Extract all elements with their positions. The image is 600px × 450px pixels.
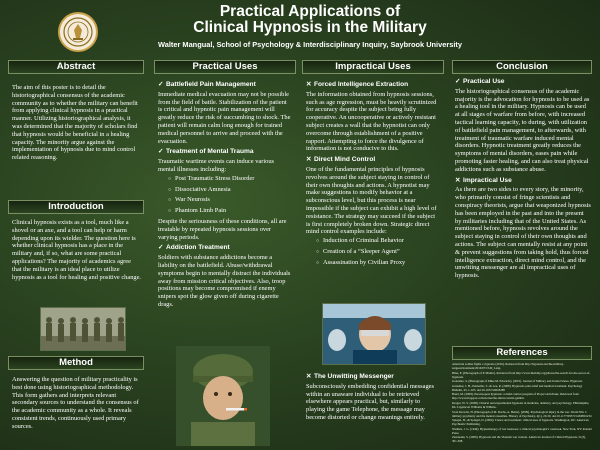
unwitting-messenger-subheading: ✕ The Unwitting Messenger (306, 373, 394, 380)
check-icon: ✓ (455, 78, 461, 85)
reference-item: Gonzalez, S. (Photograph of Mike M. Edwards). (2001). Journal of Military and United States. Hypnosis. (452, 379, 583, 384)
reference-item: Scott Kiewitz, H. (Photograph of M. Dachs, A. Heinz). (2009). Psychological injury in the war. World War 1: military psychiatry and the mental casualties. History of Psychiatry, 4(1), 20-30. doi:10.1177/0957154X0801234 (452, 409, 592, 418)
introduction-heading: Introduction (8, 200, 144, 214)
mind-control-examples-list (316, 237, 440, 267)
unwitting-messenger-body: Subconsciously embedding confidential messages within an unaware individual to be retrieved elsewhere appears practical, but, similarly to playing the game Telephone, the message may become distorted or change meanings entirely. (306, 382, 434, 421)
conclusion-content (455, 77, 591, 283)
list-item: ○ Phantom Limb Pain (168, 207, 292, 216)
list-item: ○ Post Traumatic Stress Disorder (168, 175, 292, 184)
impractical-use-subheading: ✕ Impractical Use (455, 176, 512, 184)
battlefield-pain-subheading: ✓ Battlefield Pain Management (158, 81, 256, 88)
reference-item: Kroger, W. S. (2008). Clinical and experimental hypnosis in medicine, dentistry, and psychology. Philadelphia, PA: Lippincott Williams & Wilkins. (452, 400, 590, 409)
method-heading: Method (8, 356, 144, 370)
title-line-2: Clinical Hypnosis in the Military (193, 19, 427, 36)
addiction-body: Soldiers with substance addictions become a liability on the battlefield. Abuse/withdrawal symptoms begin to mentally distract the individuals away from mission critical objectives. Also, troop positions may become compromised if enemy snipers spot the glow given off during cigarette drags. (158, 254, 291, 308)
reference-item: American soldier fights a cigarette (2016). Retrieved from http://hypnosis.net/the-military-surgeon/treatment/2016/07/1540_Lang. (452, 362, 565, 370)
references-list (452, 362, 592, 446)
abstract-heading: Abstract (8, 60, 144, 74)
addiction-subheading: ✓ Addiction Treatment (158, 244, 230, 252)
practical-use-body: The historiographical consensus of the academic majority is the advocation for hypnosis to be used as a healing tool in the military. Hypnosis can be used at all stages of warfare from before, with increased tactical learning capacity, to during, with utilization of battlefield pain management, to afterwards, with treatment of traumatic warfare induced mental disorders. Hypnotic treatment greatly reduces the symptoms of mental disorders, eases pain while promoting faster healing, and can also treat physical addictions such as substance abuse. (455, 87, 590, 173)
check-icon: ✓ (158, 244, 164, 252)
soldiers-photo (40, 307, 126, 351)
mental-trauma-body: Despite the seriousness of these conditions, all are treatable by repeated hypnosis sessions over varying periods. (158, 217, 287, 241)
forced-intelligence-subheading: ✕ Forced Intelligence Extraction (306, 81, 409, 88)
practical-use-subheading: ✓ Practical Use (455, 78, 505, 85)
title-line-1: Practical Applications of (219, 3, 401, 20)
conclusion-heading: Conclusion (452, 60, 592, 74)
cross-icon: ✕ (306, 156, 312, 164)
reference-item: Spiegel, H., & Spiegel, D. (2004). Trance and treatment: clinical uses of hypnosis. Washington, DC: American Psychiatric Publishing. (452, 418, 589, 427)
cross-icon: ✕ (306, 373, 312, 380)
list-item: ○ Induction of Criminal Behavior (316, 237, 440, 246)
mental-trauma-intro: Traumatic wartime events can induce various mental illnesses including: (158, 158, 275, 173)
unwitting-messenger-section (306, 372, 440, 425)
soldiers-in-formation-image (41, 308, 126, 351)
poster-title (110, 4, 510, 36)
reference-item: Bliss, E. (Photograph of P. Muller). Retrieved from http://www.thedaily.org/photos/the-search-for-the-secret-of-hypnosis. (452, 370, 591, 379)
mind-control-movie-still-image (323, 304, 426, 365)
references-heading: References (452, 346, 592, 360)
cross-icon: ✕ (455, 176, 461, 184)
mind-control-photo (322, 303, 426, 365)
seal-icon (62, 16, 94, 48)
soldier-smoking-photo (176, 346, 270, 446)
list-item: ○ Dissociative Amnesia (168, 186, 292, 195)
reference-item: Zaurnoski, S. (2009). Hypnosis and the Vietnam war veteran. American Journal of Clinical Hypnosis, 51(3), 301-308. (452, 435, 586, 444)
check-icon: ✓ (158, 81, 164, 88)
battlefield-pain-body: Immediate medical evacuation may not be possible from the field of battle. Stabilization of the patient is critical and hypnotic pain management will greatly reduce the risk of succumbing to shock. The patient will remain calm long enough for trained medical personnel to arrive and proceed with the evacuation. (158, 90, 291, 145)
reference-item: Hand, M. (2008). Paratroopers hypnosis: a mind control program of Project Artichoke. Retrieved from http://www.blogspot.com/stories/the-mind-control-gambit. (452, 392, 579, 401)
poster-header (0, 0, 600, 54)
practical-uses-content (158, 80, 292, 312)
abstract-body: The aim of this poster is to detail the historiographical consensus of the academic community as to whether the military can benefit from applying clinical hypnosis in a practical manner. Utilizing historiographical analysis, it was determined that the majority of scholars find that hypnosis would be beneficial in a healing capacity. The minority argue against the implementation of hypnosis due to mind control related reasoning. (12, 84, 138, 162)
university-seal-logo (58, 12, 98, 52)
mental-trauma-subheading: ✓ Treatment of Mental Trauma (158, 148, 254, 156)
impractical-uses-heading: Impractical Uses (302, 60, 444, 74)
mental-illness-list (168, 175, 292, 216)
author-line: Walter Mangual, School of Psychology & Interdisciplinary Inquiry, Saybrook University (158, 40, 462, 49)
reference-item: Gruzelier, J. H., Pennelitz, T., & Lee, R. (2008). Hypnosis: pain relief and medical treatment. Psychology Bulletin, 43, 1-105. doi:10.1037/a0018288 (452, 383, 583, 392)
list-item: ○ Creation of a “Sleeper Agent” (316, 248, 440, 257)
list-item: ○ War Neurosis (168, 196, 292, 205)
method-body: Answering the question of military practicality is best done using historiographical methodology. This form gathers and interprets relevant secondary sources to understand the consensus of the academic community as a whole. It reveals consistent trends, continuously used primary sources. (12, 376, 139, 430)
list-item: ○ Assassination by Civilian Proxy (316, 259, 440, 268)
smoking-soldier-image (176, 346, 270, 446)
forced-intelligence-body: The information obtained from hypnosis sessions, such as age regression, must be heavily scrutinized for accuracy despite the subject being fully cooperative. An uncooperative or actively resistant subject creates a wall that the hypnotist can only overcome through establishment of a positive rapport. Attempting to force the divulgence of information is not conducive to this. (306, 90, 437, 153)
reference-item: Watkins, J. G. (1949). Hypnotherapy of war neuroses: a clinical psychologist's casebook. New York, NY: Ronald Press. (452, 426, 592, 435)
direct-mind-control-subheading: ✕ Direct Mind Control (306, 156, 376, 164)
introduction-body: Clinical hypnosis exists as a tool, much like a shovel or an axe, and a tool can help or harm depending upon its wielder. The question here is whether clinical hypnosis has a place in the military and, if so, what are some practical applications? The majority of academics agree that the military is an ideal place to utilize hypnosis as a tool for healing and positive change. (12, 219, 142, 281)
impractical-uses-content (306, 80, 440, 270)
practical-uses-heading: Practical Uses (154, 60, 296, 74)
check-icon: ✓ (158, 148, 164, 156)
cross-icon: ✕ (306, 81, 312, 88)
direct-mind-control-body: One of the fundamental principles of hypnosis revolves around the subject staying in control of their own thoughts and actions. A hypnotist may make suggestions to modify behavior at a subconscious level, but this process is near impossible if the subject can exhibit a high level of resistance. The strategy may succeed if the subject is first completely broken down. Strategic direct mind control examples include: (306, 165, 437, 236)
impractical-use-body: As there are two sides to every story, the minority, who primarily consist of fringe scientists and conspiracy theorists, argue that weaponized hypnosis has been employed in the past and into the present by militaries including that of the United States. As mentioned before, hypnosis revolves around the subject staying in control of their own thoughts and actions. The subject can mentally resist at any point & prevent suggestions from taking hold, thus forced intelligence extraction, direct mind control, and the unwitting messenger are all impractical uses of hypnosis. (455, 186, 591, 280)
